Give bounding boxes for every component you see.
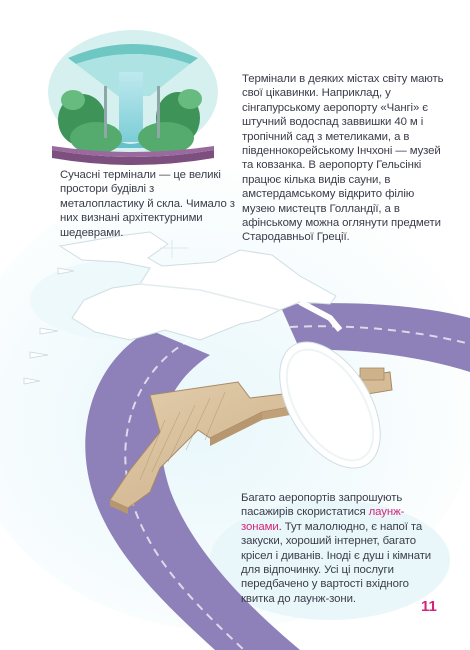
lounge-zones-highlight: лаунж-зонами (241, 506, 405, 533)
text-lounge-zones (241, 491, 443, 606)
text-interesting-terminals: Термінали в деяких містах світу мають свої цікавинки. Наприклад, у сінгапурському аеропорту «Чангі» є штучний водоспад заввишки 40 м і тропічний сад з метеликами, а в південнокорейському Інчхоні — музей та ковзанка. В аеропорту Гельсінкі працює кілька видів сауни, в амстердамському відкрито філію музею мистецтв Голландії, а в афінському можна оглянути предмети Стародавньої Греції. (242, 73, 444, 244)
lounge-text-part2: . Тут малолюдно, є напої та закуски, хороший інтернет, багато крісел і диванів. Іноді є душ і кімнати для відпочинку. Усі ці послуги передбачено у вартості вхідного квитка до лаунж-зони. (241, 520, 432, 605)
text-modern-terminals: Сучасні термінали — це великі простори будівлі з металопластику й скла. Чимало з них визнані архітектурними шедеврами. (60, 169, 235, 239)
page-number: 11 (421, 598, 437, 615)
lounge-text-part1: Багато аеропортів запрошують пасажирів скористатися (241, 492, 403, 519)
jewel-changi-illustration (48, 30, 218, 165)
